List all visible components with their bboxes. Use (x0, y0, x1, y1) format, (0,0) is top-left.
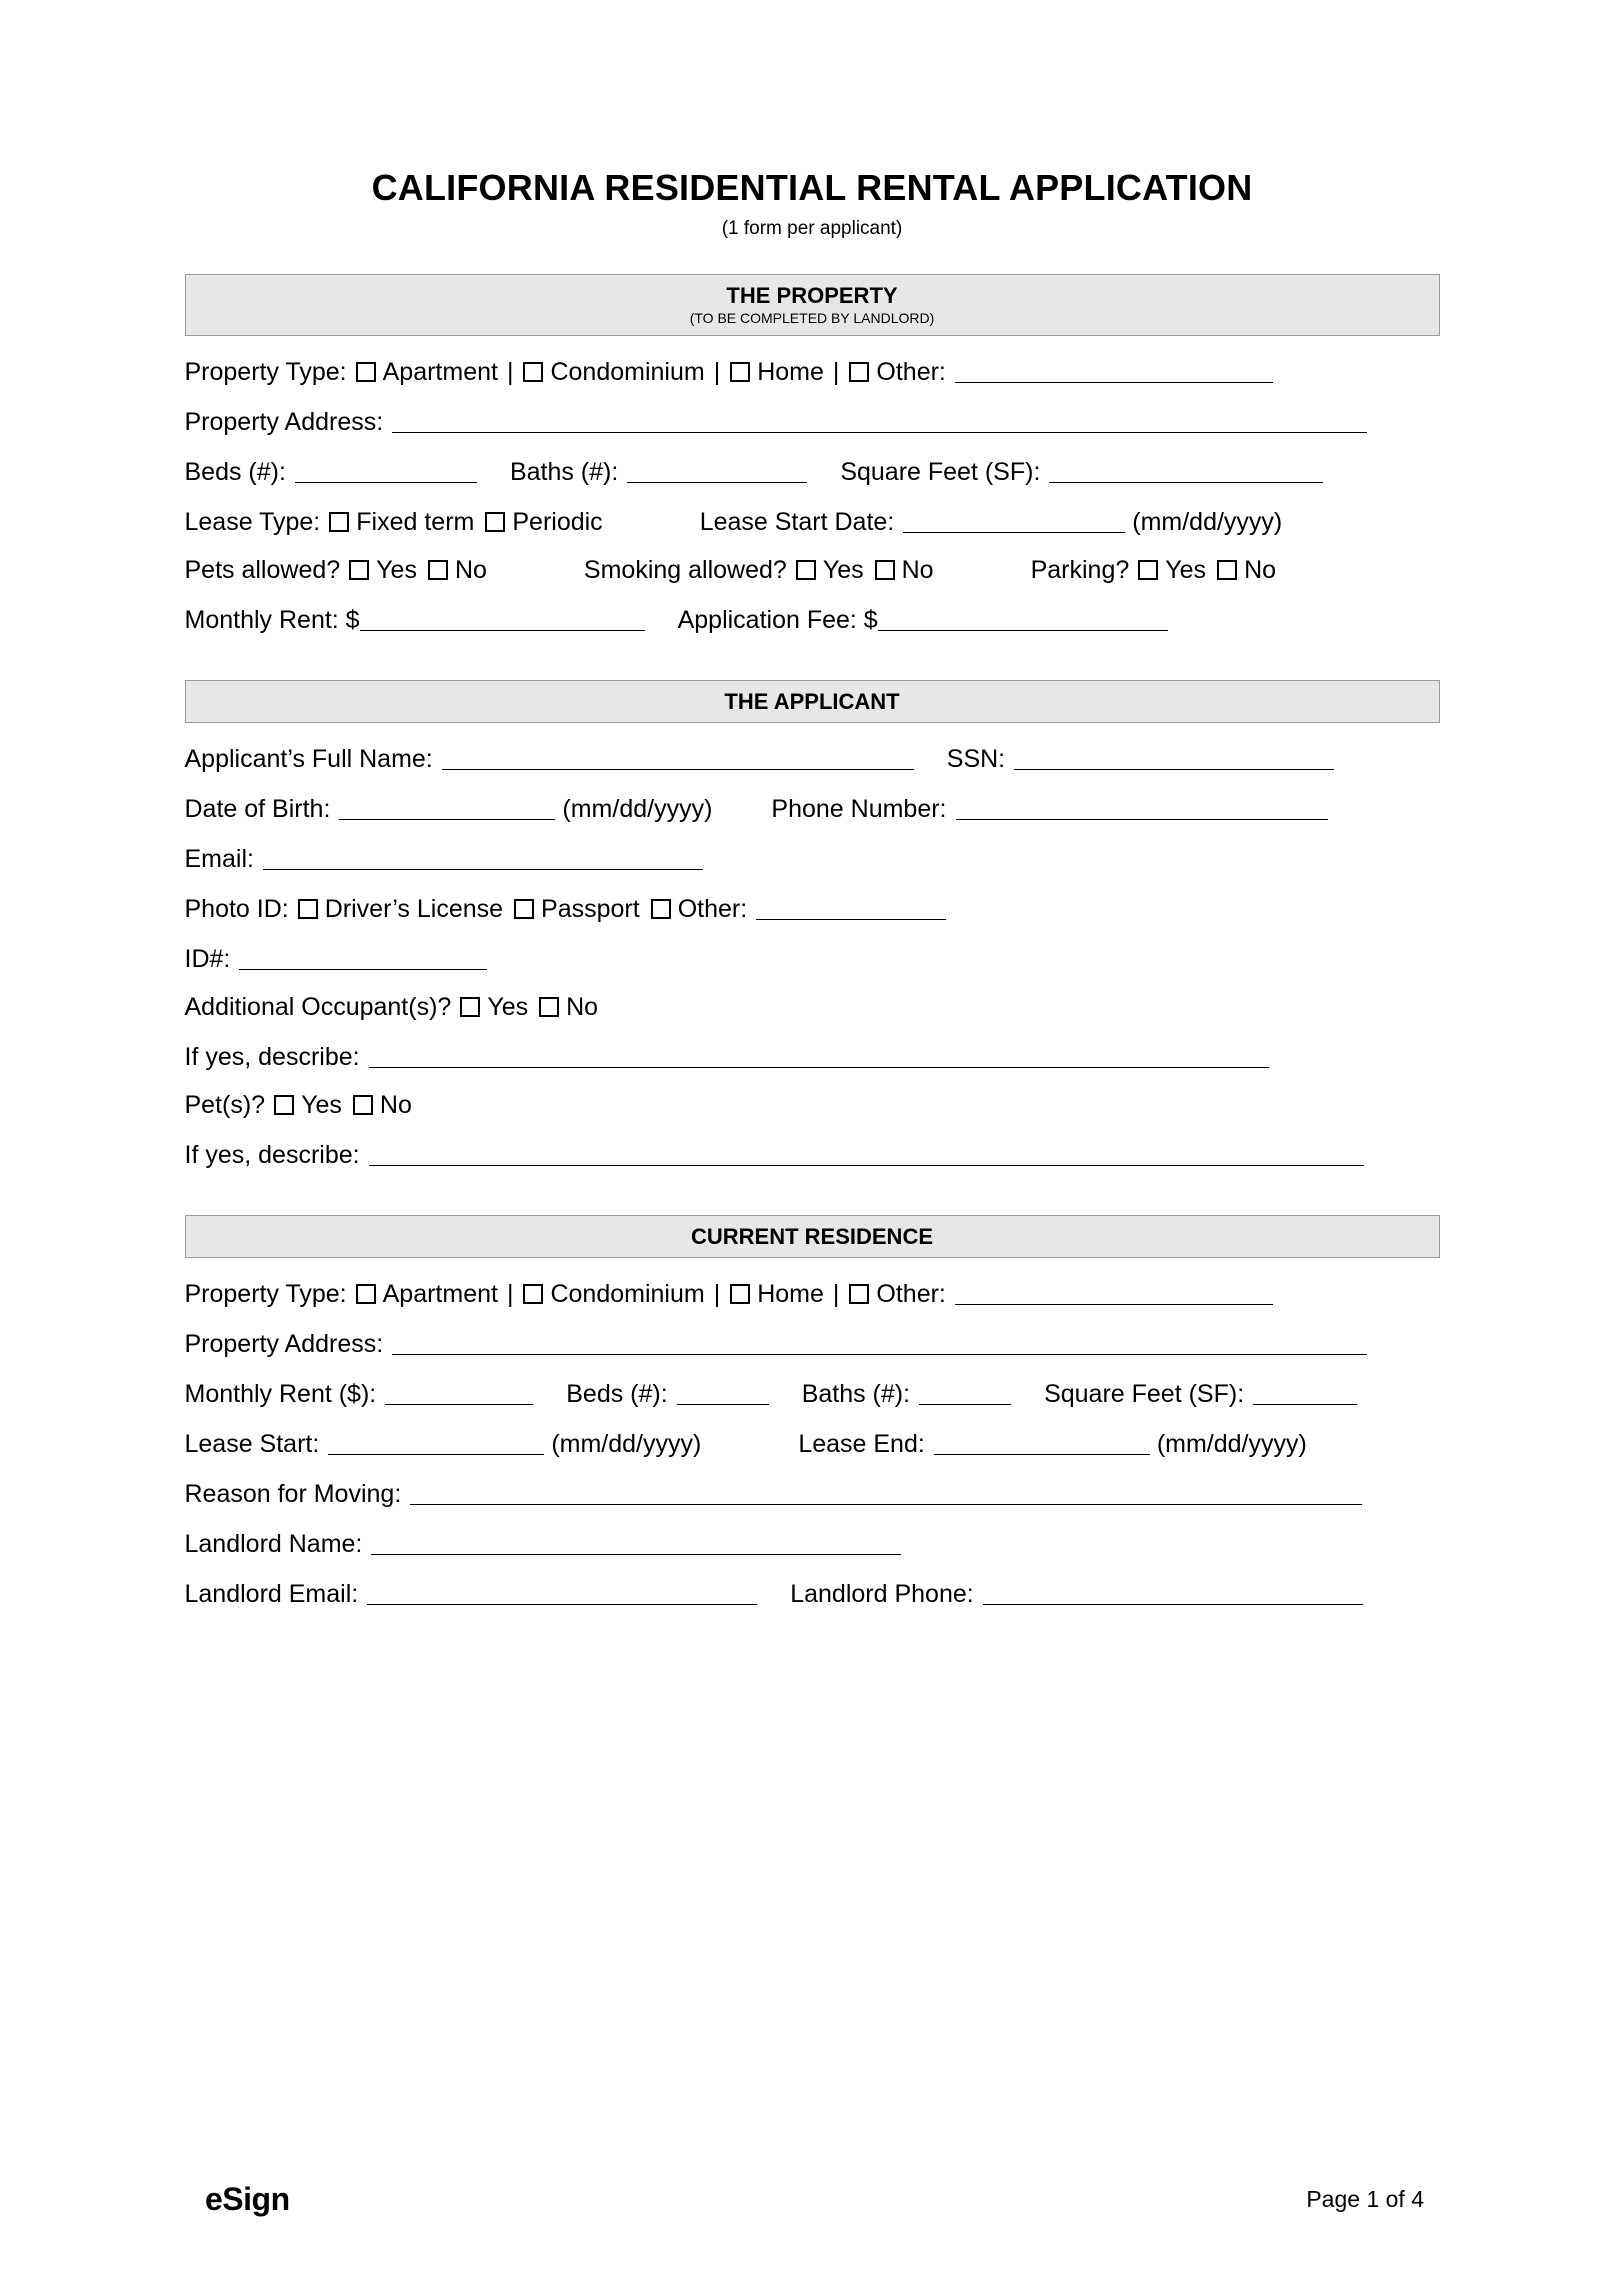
residence-baths-label: Baths (#): (801, 1380, 911, 1409)
property-baths-label: Baths (#): (509, 457, 619, 486)
additional-occupants-yes-label: Yes (487, 992, 529, 1021)
separator-5: | (713, 1280, 721, 1309)
section-header-current-residence (185, 1215, 1440, 1258)
input-occupants-describe[interactable] (369, 1046, 1269, 1068)
property-home-label: Home (757, 357, 824, 386)
input-property-address[interactable] (392, 411, 1367, 433)
input-pets-describe[interactable] (369, 1144, 1364, 1166)
property-address-row (185, 408, 1440, 435)
separator-4: | (506, 1280, 514, 1309)
applicant-pets-no-label: No (379, 1090, 412, 1119)
residence-lease-end-format: (mm/dd/yyyy) (1156, 1430, 1307, 1459)
input-residence-baths[interactable] (919, 1383, 1011, 1405)
checkbox-property-apartment[interactable] (356, 362, 376, 382)
property-condominium-label: Condominium (550, 357, 705, 386)
input-reason-for-moving[interactable] (410, 1483, 1362, 1505)
lease-start-date-label: Lease Start Date: (699, 507, 895, 536)
applicant-dob-label: Date of Birth: (184, 794, 331, 823)
pets-allowed-yes-label: Yes (376, 555, 417, 584)
residence-landlord-name-row (185, 1530, 1440, 1557)
input-property-baths[interactable] (627, 461, 807, 483)
lease-start-date-format: (mm/dd/yyyy) (1132, 507, 1283, 536)
applicant-pets-row (184, 1090, 1440, 1119)
applicant-additional-occupants-row (184, 992, 1440, 1021)
residence-size-row (185, 1380, 1440, 1407)
parking-yes-label: Yes (1165, 555, 1207, 584)
checkbox-property-other[interactable] (849, 362, 869, 382)
input-monthly-rent[interactable] (360, 609, 645, 631)
residence-apartment-label: Apartment (382, 1280, 498, 1309)
checkbox-additional-occupants-yes[interactable] (460, 997, 480, 1017)
pets-allowed-no-label: No (454, 555, 487, 584)
input-residence-address[interactable] (392, 1333, 1367, 1355)
pets-describe-label: If yes, describe: (184, 1140, 360, 1169)
checkbox-property-home[interactable] (730, 362, 750, 382)
property-permissions-row (184, 555, 1440, 584)
checkbox-residence-home[interactable] (730, 1284, 750, 1304)
property-other-label: Other: (876, 357, 946, 386)
separator-3: | (832, 357, 840, 386)
residence-home-label: Home (757, 1280, 824, 1309)
section-header-property-subtitle: (TO BE COMPLETED BY LANDLORD) (689, 309, 935, 326)
photo-id-drivers-license-label: Driver’s License (324, 894, 504, 923)
esign-logo: eSign (205, 2181, 290, 2217)
residence-lease-start-label: Lease Start: (184, 1430, 320, 1459)
applicant-pets-label: Pet(s)? (184, 1090, 266, 1119)
smoking-allowed-yes-label: Yes (822, 555, 864, 584)
separator-2: | (713, 357, 721, 386)
applicant-email-label: Email: (184, 844, 254, 873)
applicant-ssn-label: SSN: (946, 744, 1006, 773)
applicant-pets-describe-row (185, 1141, 1440, 1168)
input-applicant-id-number[interactable] (239, 948, 487, 970)
applicant-pets-yes-label: Yes (301, 1090, 342, 1119)
input-residence-monthly-rent[interactable] (385, 1383, 533, 1405)
separator-6: | (832, 1280, 840, 1309)
lease-fixed-term-label: Fixed term (356, 507, 475, 536)
input-property-sqft[interactable] (1049, 461, 1323, 483)
checkbox-residence-other[interactable] (849, 1284, 869, 1304)
applicant-dob-format: (mm/dd/yyyy) (562, 794, 713, 823)
input-property-type-other[interactable] (955, 361, 1273, 383)
input-landlord-phone[interactable] (983, 1583, 1363, 1605)
page-number: Page 1 of 4 (1306, 2186, 1424, 2212)
applicant-photo-id-label: Photo ID: (184, 894, 289, 923)
input-residence-beds[interactable] (677, 1383, 769, 1405)
residence-address-label: Property Address: (184, 1330, 384, 1359)
applicant-dob-row (185, 795, 1440, 822)
residence-lease-dates-row (185, 1430, 1440, 1457)
lease-type-label: Lease Type: (184, 507, 321, 536)
applicant-phone-label: Phone Number: (771, 794, 947, 823)
photo-id-other-label: Other: (677, 894, 748, 923)
applicant-id-number-label: ID#: (184, 944, 231, 973)
checkbox-photo-id-drivers-license[interactable] (298, 899, 318, 919)
property-lease-type-row (185, 508, 1440, 535)
checkbox-pets-allowed-no[interactable] (428, 560, 448, 580)
input-applicant-ssn[interactable] (1014, 748, 1334, 770)
residence-type-row (185, 1280, 1440, 1307)
additional-occupants-label: Additional Occupant(s)? (184, 992, 452, 1021)
checkbox-photo-id-other[interactable] (651, 899, 671, 919)
input-residence-sqft[interactable] (1253, 1383, 1357, 1405)
section-header-property (185, 274, 1440, 336)
checkbox-photo-id-passport[interactable] (514, 899, 534, 919)
residence-address-row (185, 1330, 1440, 1357)
checkbox-property-condominium[interactable] (523, 362, 543, 382)
page-subtitle: (1 form per applicant) (721, 217, 903, 239)
landlord-phone-label: Landlord Phone: (790, 1580, 974, 1609)
lease-periodic-label: Periodic (512, 507, 603, 536)
occupants-describe-label: If yes, describe: (184, 1042, 360, 1071)
residence-beds-label: Beds (#): (566, 1380, 668, 1409)
input-residence-type-other[interactable] (955, 1283, 1273, 1305)
applicant-name-row (185, 745, 1440, 772)
applicant-photo-id-row (185, 895, 1440, 922)
parking-no-label: No (1244, 555, 1277, 584)
checkbox-pets-allowed-yes[interactable] (349, 560, 369, 580)
residence-lease-start-format: (mm/dd/yyyy) (551, 1430, 702, 1459)
pets-allowed-label: Pets allowed? (184, 555, 341, 584)
applicant-email-row (185, 845, 1440, 872)
input-lease-start-date[interactable] (903, 511, 1125, 533)
property-type-label: Property Type: (184, 357, 347, 386)
residence-property-type-label: Property Type: (184, 1280, 347, 1309)
input-applicant-dob[interactable] (339, 798, 555, 820)
section-header-applicant (185, 680, 1440, 723)
section-body-property (185, 336, 1440, 633)
reason-for-moving-label: Reason for Moving: (184, 1480, 402, 1509)
input-residence-lease-end[interactable] (934, 1433, 1150, 1455)
application-fee-label: Application Fee: $ (677, 605, 878, 634)
page-footer (0, 2181, 1624, 2218)
property-sqft-label: Square Feet (SF): (840, 457, 1041, 486)
property-type-row (185, 358, 1440, 385)
section-header-applicant-title: THE APPLICANT (724, 688, 900, 714)
checkbox-lease-periodic[interactable] (485, 512, 505, 532)
checkbox-parking-yes[interactable] (1138, 560, 1158, 580)
property-apartment-label: Apartment (382, 357, 498, 386)
section-body-applicant (185, 723, 1440, 1168)
input-application-fee[interactable] (878, 609, 1168, 631)
page-title: CALIFORNIA RESIDENTIAL RENTAL APPLICATION (371, 167, 1253, 208)
checkbox-applicant-pets-yes[interactable] (274, 1095, 294, 1115)
photo-id-passport-label: Passport (541, 894, 640, 923)
section-header-property-title: THE PROPERTY (726, 282, 898, 308)
input-landlord-name[interactable] (371, 1533, 901, 1555)
residence-sqft-label: Square Feet (SF): (1044, 1380, 1245, 1409)
residence-lease-end-label: Lease End: (798, 1430, 925, 1459)
residence-other-label: Other: (876, 1280, 946, 1309)
checkbox-smoking-allowed-yes[interactable] (796, 560, 816, 580)
input-property-beds[interactable] (295, 461, 477, 483)
input-applicant-phone[interactable] (956, 798, 1328, 820)
separator-1: | (506, 357, 514, 386)
input-residence-lease-start[interactable] (328, 1433, 544, 1455)
property-address-label: Property Address: (184, 407, 384, 436)
landlord-email-label: Landlord Email: (184, 1580, 359, 1609)
input-applicant-email[interactable] (263, 848, 703, 870)
checkbox-smoking-allowed-no[interactable] (875, 560, 895, 580)
checkbox-residence-condominium[interactable] (523, 1284, 543, 1304)
smoking-allowed-label: Smoking allowed? (583, 555, 787, 584)
document-page (0, 168, 1624, 2280)
checkbox-applicant-pets-no[interactable] (353, 1095, 373, 1115)
input-photo-id-other[interactable] (756, 898, 946, 920)
checkbox-parking-no[interactable] (1217, 560, 1237, 580)
applicant-occupants-describe-row (185, 1043, 1440, 1070)
property-rent-row (185, 606, 1440, 633)
parking-label: Parking? (1030, 555, 1130, 584)
property-size-row (185, 458, 1440, 485)
residence-reason-row (185, 1480, 1440, 1507)
section-header-current-residence-title: CURRENT RESIDENCE (690, 1223, 934, 1249)
monthly-rent-label: Monthly Rent: $ (184, 605, 360, 634)
property-beds-label: Beds (#): (184, 457, 286, 486)
applicant-full-name-label: Applicant’s Full Name: (184, 744, 433, 773)
section-body-current-residence (185, 1258, 1440, 1607)
additional-occupants-no-label: No (566, 992, 599, 1021)
input-landlord-email[interactable] (367, 1583, 757, 1605)
residence-condominium-label: Condominium (550, 1280, 705, 1309)
input-applicant-full-name[interactable] (442, 748, 914, 770)
landlord-name-label: Landlord Name: (184, 1530, 363, 1559)
applicant-id-number-row (185, 945, 1440, 972)
residence-monthly-rent-label: Monthly Rent ($): (184, 1380, 377, 1409)
checkbox-lease-fixed-term[interactable] (329, 512, 349, 532)
checkbox-residence-apartment[interactable] (356, 1284, 376, 1304)
residence-landlord-contact-row (185, 1580, 1440, 1607)
smoking-allowed-no-label: No (901, 555, 934, 584)
checkbox-additional-occupants-no[interactable] (539, 997, 559, 1017)
